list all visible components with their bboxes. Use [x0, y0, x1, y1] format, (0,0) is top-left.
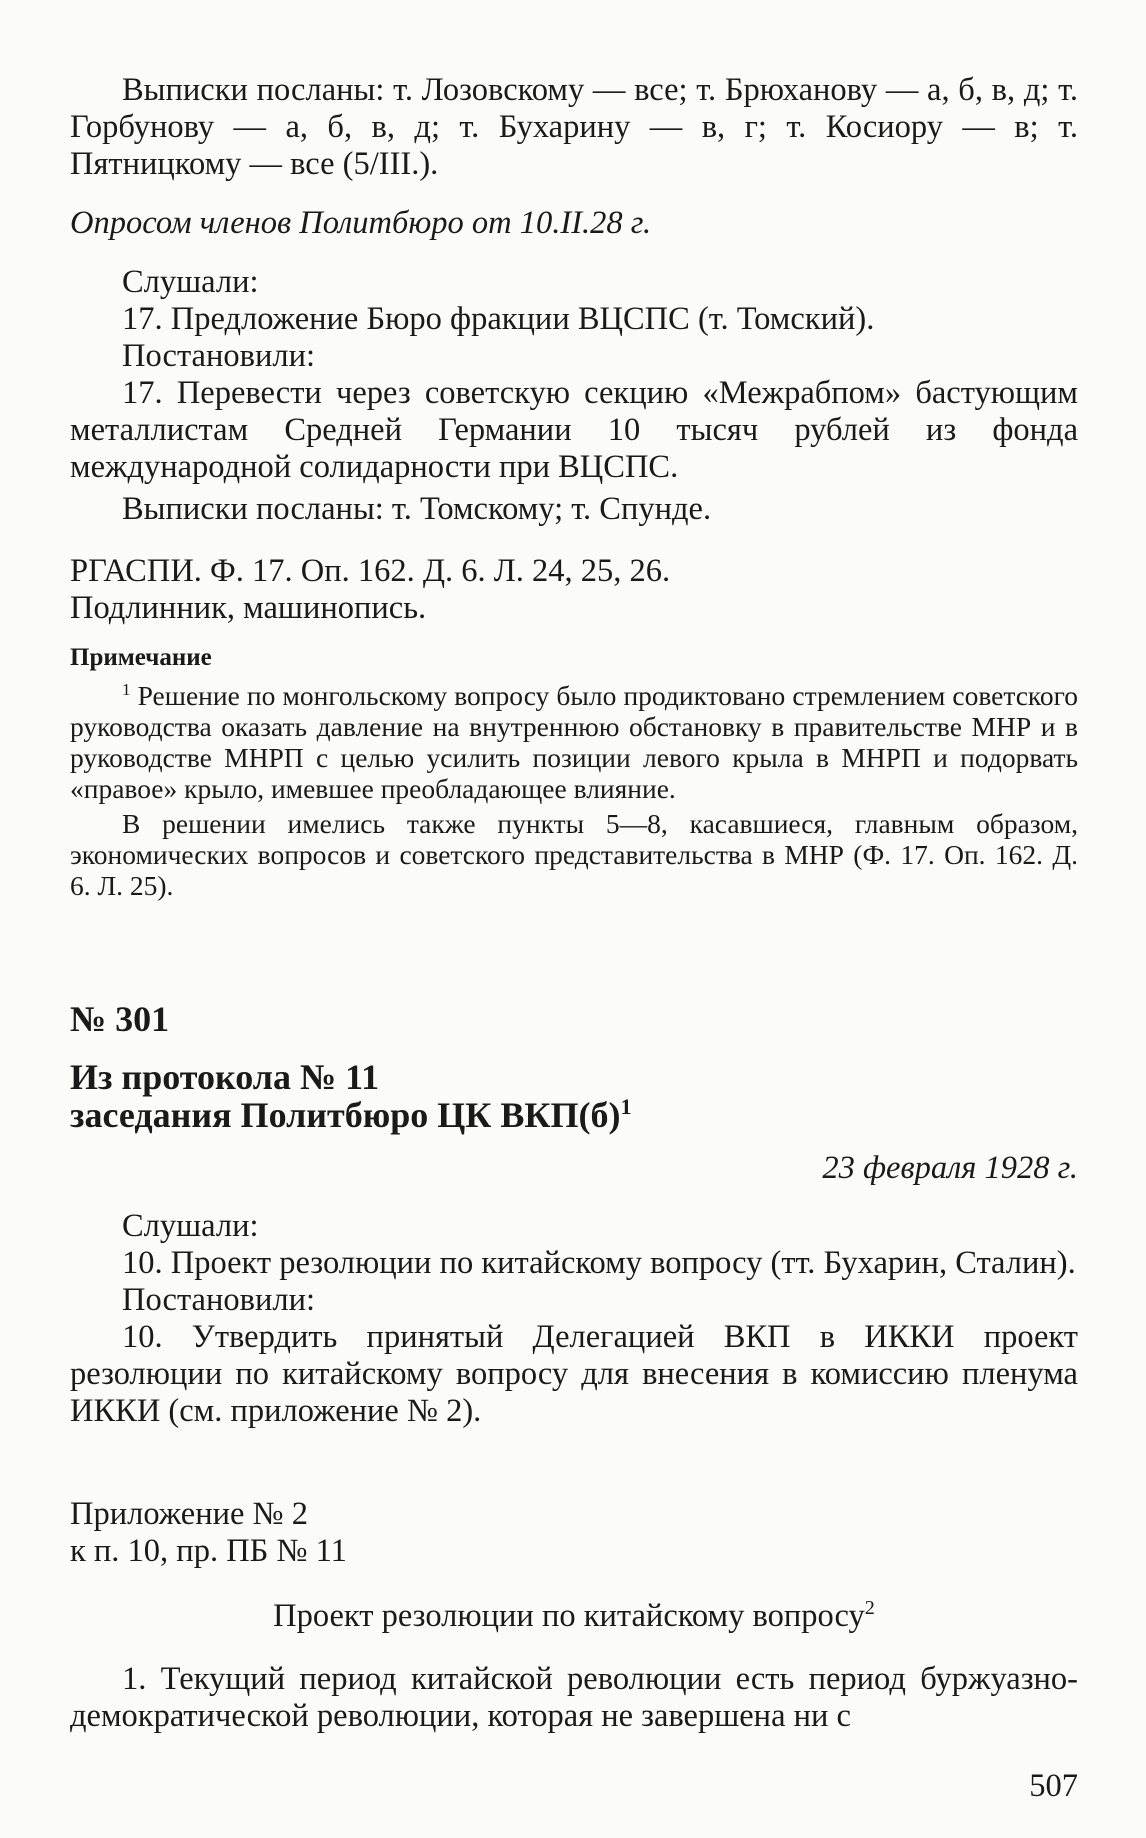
point-1-block	[70, 1661, 1078, 1735]
poll-block	[70, 205, 1078, 242]
document-title-line-1: Из протокола № 11	[70, 1057, 380, 1097]
note-text-1: Решение по монгольскому вопросу было продиктовано стремлением советского руководства оказать давление на внутреннюю обстановку в правительстве МНР и в руководстве МНРП с целью усилить позиции левого крыла в МНРП и подорвать «правое» крыло, имевшее преобладающее влияние.	[70, 680, 1078, 804]
doc-301-header	[70, 1000, 1078, 1134]
excerpts-sent-2-block	[70, 491, 1078, 528]
item17-resolved: 17. Перевести через советскую секцию «Межрабпом» бастующим металлистам Средней Германии 10 тысяч рублей из фонда международной солидарности при ВЦСПС.	[70, 375, 1078, 485]
title-footnote-marker: 1	[620, 1094, 632, 1119]
note-paragraph-2: В решении имелись также пункты 5—8, касавшиеся, главным образом, экономических вопросов и советского представительства в МНР (Ф. 17. Оп. 162. Д. 6. Л. 25).	[70, 808, 1078, 901]
draft-title-block	[70, 1598, 1078, 1635]
document-date: 23 февраля 1928 г.	[822, 1150, 1078, 1186]
appendix-line-2: к п. 10, пр. ПБ № 11	[70, 1533, 347, 1569]
footnote-marker: 1	[122, 679, 131, 699]
heard-label-2: Слушали:	[122, 1208, 259, 1244]
note-heading: Примечание	[70, 644, 212, 671]
document-number: № 301	[70, 999, 170, 1039]
heard-label: Слушали:	[122, 264, 259, 300]
top-block	[70, 72, 1078, 183]
resolution-point-1: 1. Текущий период китайской революции есть период буржуазно-демократической революции, которая не завершена ни с	[70, 1661, 1078, 1734]
resolved-label-2: Постановили:	[122, 1282, 316, 1318]
doc-301-date	[70, 1150, 1078, 1187]
note-paragraph-1	[70, 680, 1078, 804]
note-block	[70, 644, 1078, 901]
document-title-line-2	[70, 1096, 1078, 1134]
original-note: Подлинник, машинопись.	[70, 590, 427, 626]
draft-title	[70, 1598, 1078, 1635]
excerpts-sent-2: Выписки посланы: т. Томскому; т. Спунде.	[122, 491, 712, 527]
item10-heard: 10. Проект резолюции по китайскому вопросу (тт. Бухарин, Сталин).	[122, 1245, 1076, 1281]
appendix-line-1: Приложение № 2	[70, 1496, 308, 1532]
item17-heard: 17. Предложение Бюро фракции ВЦСПС (т. Томский).	[122, 301, 875, 337]
appendix-block	[70, 1496, 1078, 1570]
draft-footnote-marker: 2	[864, 1597, 875, 1620]
resolved-label: Постановили:	[122, 338, 316, 374]
archive-reference: РГАСПИ. Ф. 17. Оп. 162. Д. 6. Л. 24, 25, 26.	[70, 553, 671, 589]
document-title-text: заседания Политбюро ЦК ВКП(б)	[70, 1095, 621, 1135]
excerpts-sent-paragraph: Выписки посланы: т. Лозовскому — все; т. Брюханову — а, б, в, д; т. Горбунову — а, б, в, д; т. Бухарину — в, г; т. Косиору — в; т. Пятницкому — все (5/III.).	[70, 72, 1078, 182]
page-number: 507	[1029, 1768, 1078, 1804]
draft-title-text: Проект резолюции по китайскому вопросу	[273, 1598, 865, 1634]
item10-resolved: 10. Утвердить принятый Делегацией ВКП в ИККИ проект резолюции по китайскому вопросу для внесения в комиссию пленума ИККИ (см. приложение № 2).	[70, 1319, 1078, 1429]
source-block	[70, 553, 1078, 627]
item17-block	[70, 264, 1078, 486]
page-number-block	[70, 1768, 1078, 1805]
poll-line: Опросом членов Политбюро от 10.II.28 г.	[70, 205, 652, 241]
item10-block	[70, 1208, 1078, 1430]
